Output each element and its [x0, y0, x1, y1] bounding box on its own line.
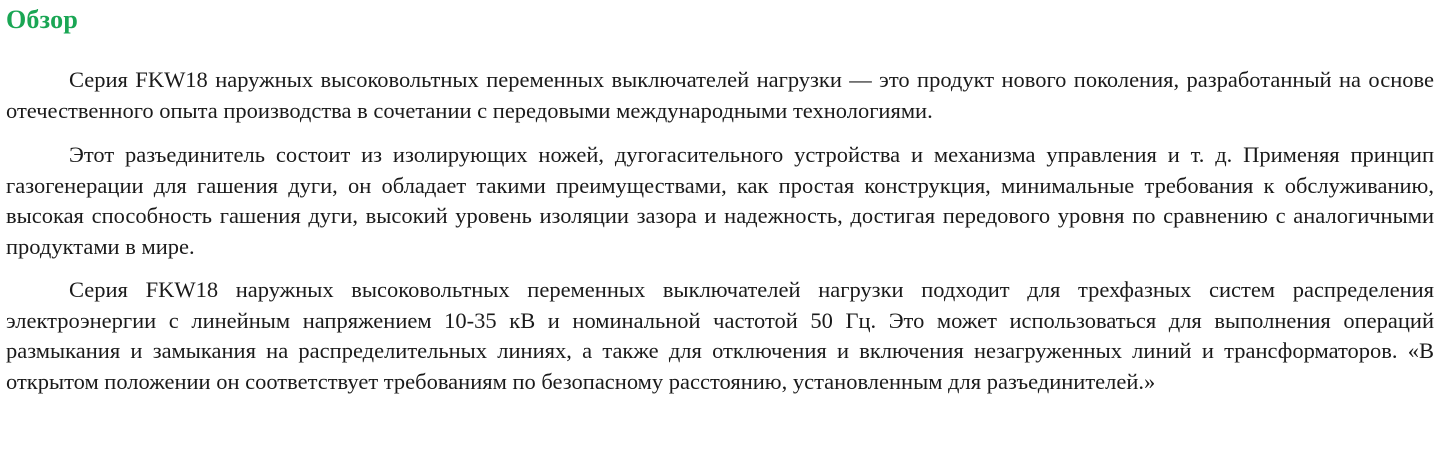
overview-paragraph-2: Этот разъединитель состоит из изолирующих ножей, дугогасительного устройства и механизма управления и т. д. Применяя принцип газогенерации для гашения дуги, он обладает такими преимуществами, как простая конструкция, минимальные требования к обслуживанию, высокая способность гашения дуги, высокий уровень изоляции зазора и надежность, достигая передового уровня по сравнению с аналогичными продуктами в мире.	[6, 142, 1434, 259]
overview-paragraph-1: Серия FKW18 наружных высоковольтных переменных выключателей нагрузки — это продукт нового поколения, разработанный на основе отечественного опыта производства в сочетании с передовыми международными технологиями.	[6, 67, 1434, 123]
section-title: Обзор	[6, 5, 78, 34]
overview-paragraph-3: Серия FKW18 наружных высоковольтных переменных выключателей нагрузки подходит для трехфазных систем распределения электроэнергии с линейным напряжением 10-35 кВ и номинальной частотой 50 Гц. Это может использоваться для выполнения операций размыкания и замыкания на распределительных линиях, а также для отключения и включения незагруженных линий и трансформаторов. «В открытом положении он соответствует требованиям по безопасному расстоянию, установленным для разъединителей.»	[6, 277, 1434, 394]
